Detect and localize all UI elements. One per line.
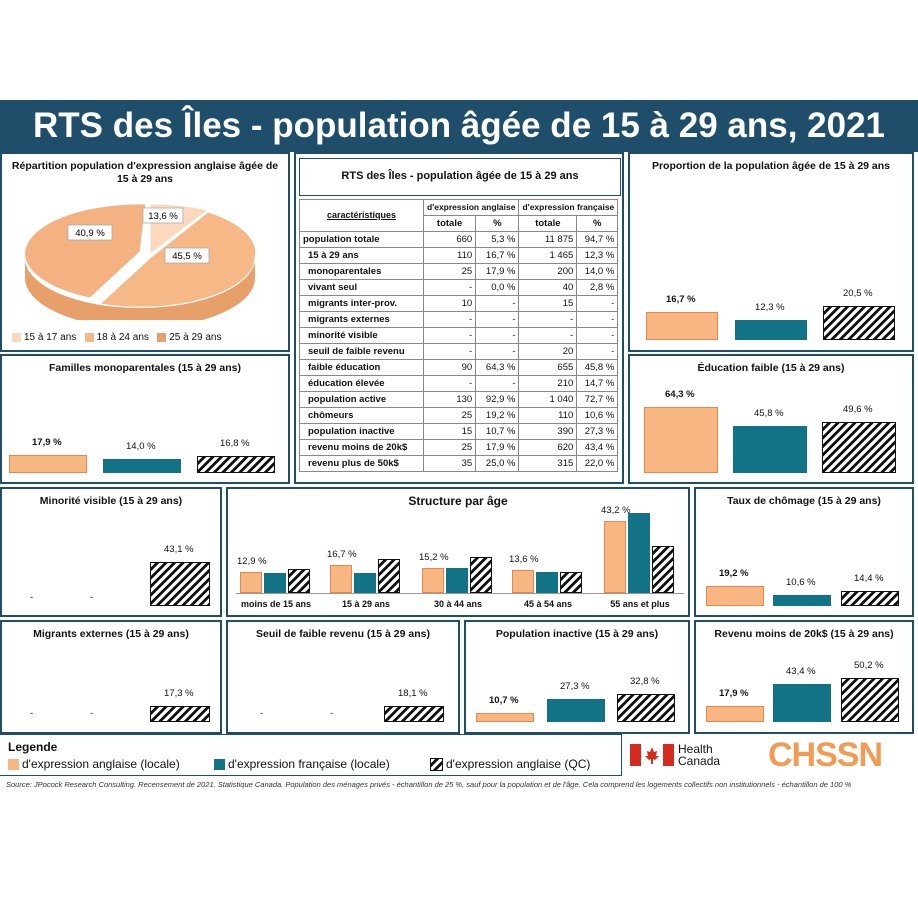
row-fr-pct: 94,7 % [577,232,618,248]
table-row [300,280,618,296]
bar-french-local [103,459,181,473]
row-en-total: 110 [424,248,476,264]
row-fr-total: 40 [519,280,577,296]
bar-label-french-local: 12,3 % [755,301,785,313]
row-label: monoparentales [300,264,424,280]
pie-title: Répartition population d'expression anglaise âgée de 15 à 29 ans [11,160,279,185]
row-fr-total: 315 [519,456,577,472]
health-canada-logo [678,743,720,767]
row-fr-total: - [519,312,577,328]
row-label: migrants externes [300,312,424,328]
title-seuil: Seuil de faible revenu (15 à 29 ans) [256,628,430,640]
row-fr-pct: 27,3 % [577,424,618,440]
structure-bar-french-local [536,572,558,594]
row-en-pct: 92,9 % [476,392,519,408]
canada-flag-icon [630,744,674,766]
structure-bar-english-qc [470,557,492,593]
row-fr-pct: - [577,328,618,344]
bar-label-french-local: - [330,708,334,719]
bar-english-qc [822,422,896,473]
bar-label-english-qc: 43,1 % [164,544,194,555]
row-fr-pct: - [577,344,618,360]
col-header-english: d'expression anglaise [424,200,519,216]
structure-category-label: 55 ans et plus [610,599,670,609]
sub-header-pct-fr: % [577,216,618,232]
structure-bar-english-qc [288,569,310,593]
structure-bar-french-local [354,573,376,594]
row-label: éducation élevée [300,376,424,392]
bar-label-english-local: 17,9 % [32,437,62,448]
row-en-total: 15 [424,424,476,440]
row-en-pct: 5,3 % [476,232,519,248]
structure-category-label: moins de 15 ans [240,599,312,609]
row-en-total: - [424,376,476,392]
structure-bar-english-local [604,521,626,593]
row-label: population totale [300,232,424,248]
row-fr-pct: 45,8 % [577,360,618,376]
table-row [300,392,618,408]
structure-bar-english-qc [652,546,674,594]
structure-value-label: 43,2 % [601,505,631,516]
bar-french-local [547,699,605,722]
row-en-total: - [424,328,476,344]
bar-label-english-qc: 14,4 % [854,573,884,584]
row-fr-pct: 14,0 % [577,264,618,280]
structure-bar-french-local [628,513,650,593]
bar-french-local [735,320,807,340]
bar-french-local [773,684,831,722]
bar-label-english-local: - [260,708,264,719]
bar-english-local [476,713,534,722]
bar-label-english-qc: 32,8 % [630,676,660,687]
pie-label-18-24: 45,5 % [172,251,202,262]
row-fr-pct: 22,0 % [577,456,618,472]
table-row [300,360,618,376]
row-en-total: 25 [424,408,476,424]
row-en-total: 660 [424,232,476,248]
bar-label-french-local: 14,0 % [126,440,156,452]
health-canada-line2: Canada [678,754,721,768]
row-en-total: - [424,344,476,360]
row-en-pct: - [476,376,519,392]
row-label: revenu plus de 50k$ [300,456,424,472]
bar-english-local [646,312,718,340]
row-fr-pct: 72,7 % [577,392,618,408]
structure-axis [236,593,684,594]
pie-chart [20,190,280,320]
bar-label-french-local: 45,8 % [754,407,784,419]
pie-label-15-17: 13,6 % [148,211,178,222]
bar-label-english-local: - [30,708,34,719]
bar-label-french-local: 43,4 % [786,665,816,677]
structure-value-label: 12,9 % [237,555,267,567]
bar-english-qc [197,456,275,473]
bar-label-french-local: 10,6 % [786,576,816,588]
source-note: Source: JPocock Research Consulting. Recensement de 2021. Statistique Canada. Population des ménages privés - échantillon de 25 %, sauf pour la population et de l'âge. Cela comprend les logements collectifs non institutionnels - échantillon de 100 % [6,780,852,789]
bar-french-local [773,595,831,606]
table-row [300,248,618,264]
legend-swatch-18-24 [85,333,94,342]
bar-label-english-local: 10,7 % [489,694,519,706]
structure-value-label: 15,2 % [419,551,449,563]
structure-bar-english-local [240,572,262,594]
row-label: chômeurs [300,408,424,424]
structure-bar-french-local [446,568,468,593]
table-title: RTS des Îles - population âgée de 15 à 29 ans [341,170,579,182]
row-label: population active [300,392,424,408]
row-label: vivant seul [300,280,424,296]
title-familles: Familles monoparentales (15 à 29 ans) [49,362,241,374]
structure-bar-english-local [512,570,534,593]
row-fr-total: 20 [519,344,577,360]
row-en-total: 25 [424,440,476,456]
bar-label-english-qc: 49,6 % [843,404,873,416]
legend-label-english-qc: d'expression anglaise (QC) [446,757,591,771]
legend-title-text: Legende [8,740,58,754]
row-en-pct: 64,3 % [476,360,519,376]
structure-bar-english-local [330,565,352,593]
structure-category-label: 45 à 54 ans [523,599,573,609]
title-migrants: Migrants externes (15 à 29 ans) [33,628,189,640]
stats-table [299,199,618,472]
legend-label-english-local: d'expression anglaise (locale) [22,757,180,771]
bar-label-english-qc: 16,8 % [220,438,250,450]
row-en-pct: 17,9 % [476,264,519,280]
title-structure: Structure par âge [408,494,508,508]
row-label: 15 à 29 ans [300,248,424,264]
col-header-french: d'expression française [519,200,618,216]
row-fr-total: - [519,328,577,344]
row-label: population inactive [300,424,424,440]
row-en-pct: - [476,328,519,344]
row-en-pct: - [476,296,519,312]
title-minorite: Minorité visible (15 à 29 ans) [39,495,183,507]
row-fr-total: 110 [519,408,577,424]
row-en-total: 90 [424,360,476,376]
structure-value-label: 13,6 % [509,554,539,566]
row-en-total: 25 [424,264,476,280]
bar-label-english-local: 64,3 % [665,389,695,400]
structure-bar-french-local [264,573,286,593]
row-label: migrants inter-prov. [300,296,424,312]
health-canada-line1: Health [678,742,713,756]
row-fr-total: 210 [519,376,577,392]
bar-english-local [706,586,764,606]
legend-box [0,734,622,776]
pie-legend-25-29: 25 à 29 ans [169,332,222,343]
title-inactive: Population inactive (15 à 29 ans) [495,628,659,640]
row-fr-total: 390 [519,424,577,440]
row-fr-total: 655 [519,360,577,376]
page-title: RTS des Îles - population âgée de 15 à 29 ans, 2021 [0,100,918,152]
row-en-total: - [424,280,476,296]
structure-value-label: 16,7 % [327,549,357,561]
pie-label-25-29: 40,9 % [75,228,105,239]
legend-swatch-25-29 [157,333,166,342]
pie-legend [12,332,221,343]
row-fr-total: 620 [519,440,577,456]
bar-english-local [706,706,764,722]
table-row [300,376,618,392]
structure-category-label: 15 à 29 ans [341,599,391,609]
row-fr-pct: 43,4 % [577,440,618,456]
row-fr-total: 200 [519,264,577,280]
structure-category-label: 30 à 44 ans [433,599,483,609]
structure-bar-english-local [422,568,444,593]
bar-label-english-local: 16,7 % [666,294,696,306]
row-en-pct: - [476,344,519,360]
row-fr-pct: 14,7 % [577,376,618,392]
table-row [300,312,618,328]
bar-label-french-local: 27,3 % [560,680,590,692]
legend-swatch-15-17 [12,333,21,342]
row-label: faible éducation [300,360,424,376]
row-en-pct: 19,2 % [476,408,519,424]
bar-label-english-qc: 50,2 % [854,660,884,671]
row-en-pct: 17,9 % [476,440,519,456]
row-en-total: 10 [424,296,476,312]
structure-bar-english-qc [378,559,400,593]
sub-header-total-fr: totale [519,216,577,232]
table-row [300,232,618,248]
row-label: seuil de faible revenu [300,344,424,360]
row-label: revenu moins de 20k$ [300,440,424,456]
bar-french-local [733,426,807,473]
bar-label-english-qc: 18,1 % [398,688,428,699]
bar-english-local [644,407,718,473]
pie-legend-15-17: 15 à 17 ans [24,332,77,343]
bar-label-english-qc: 17,3 % [164,688,194,699]
col-header-characteristics: caractéristiques [300,200,424,232]
table-row [300,328,618,344]
bar-label-french-local: - [90,592,94,603]
row-en-pct: - [476,312,519,328]
legend-label-french-local: d'expression française (locale) [228,757,390,771]
row-en-total: 35 [424,456,476,472]
row-en-total: 130 [424,392,476,408]
row-fr-pct: - [577,312,618,328]
row-en-pct: 25,0 % [476,456,519,472]
pie-legend-18-24: 18 à 24 ans [96,332,149,343]
title-education: Éducation faible (15 à 29 ans) [697,362,845,374]
bar-label-english-qc: 20,5 % [843,288,873,299]
row-label: minorité visible [300,328,424,344]
bar-label-french-local: - [90,708,94,719]
title-proportion: Proportion de la population âgée de 15 à 29 ans [651,160,891,172]
bar-english-qc [384,706,444,722]
row-en-pct: 10,7 % [476,424,519,440]
row-en-pct: 16,7 % [476,248,519,264]
bar-english-qc [150,706,210,722]
row-fr-pct: - [577,296,618,312]
table-row [300,440,618,456]
structure-bar-english-qc [560,572,582,594]
bar-english-qc [150,562,210,606]
title-chomage: Taux de chômage (15 à 29 ans) [727,495,881,507]
bar-label-english-local: - [30,592,34,603]
row-fr-total: 11 875 [519,232,577,248]
row-fr-pct: 12,3 % [577,248,618,264]
row-fr-total: 1 465 [519,248,577,264]
table-row [300,424,618,440]
bar-english-local [9,455,87,473]
table-row [300,344,618,360]
title-revenu: Revenu moins de 20k$ (15 à 29 ans) [714,628,894,640]
row-fr-total: 15 [519,296,577,312]
table-row [300,456,618,472]
chssn-logo: CHSSN [768,736,883,774]
bar-english-qc [841,678,899,722]
row-fr-pct: 2,8 % [577,280,618,296]
row-fr-total: 1 040 [519,392,577,408]
row-en-pct: 0,0 % [476,280,519,296]
sub-header-total-en: totale [424,216,476,232]
bar-label-english-local: 19,2 % [719,568,749,579]
table-row [300,296,618,312]
row-en-total: - [424,312,476,328]
bar-label-english-local: 17,9 % [719,688,749,700]
table-row [300,264,618,280]
bar-english-qc [823,306,895,340]
bar-english-qc [841,591,899,606]
bar-english-qc [617,694,675,722]
table-row [300,408,618,424]
sub-header-pct-en: % [476,216,519,232]
row-fr-pct: 10,6 % [577,408,618,424]
